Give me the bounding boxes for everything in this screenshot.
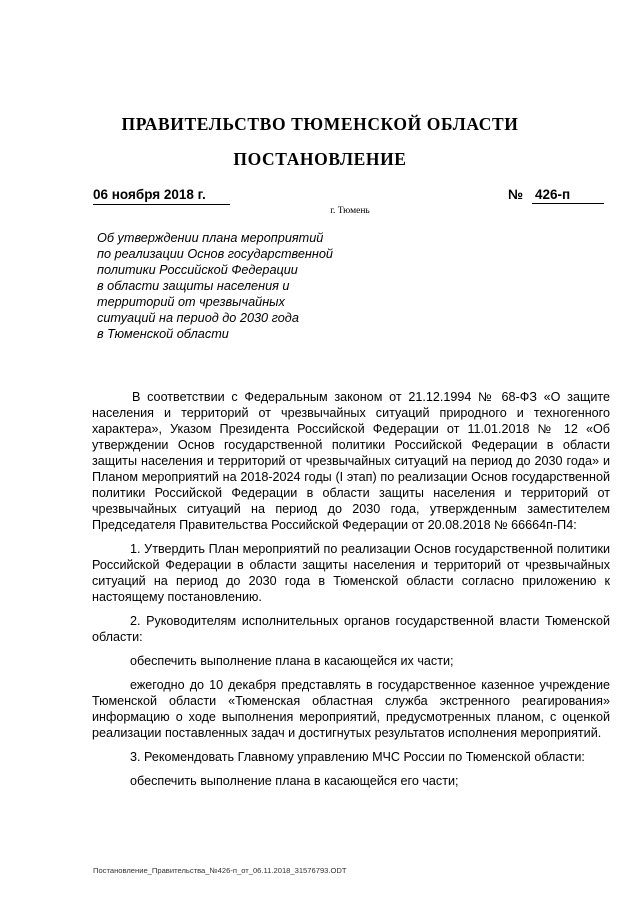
document-body (92, 389, 610, 797)
body-paragraph: 2. Руководителям исполнительных органов государственной власти Тюменской области: (92, 614, 610, 644)
document-date: 06 ноября 2018 г. (93, 187, 230, 205)
subject-line: ситуаций на период до 2030 года (97, 311, 299, 325)
document-type: ПОСТАНОВЛЕНИЕ (233, 149, 407, 169)
subject-line: политики Российской Федерации (97, 263, 298, 277)
preamble-paragraph: В соответствии с Федеральным законом от 21.12.1994 № 68-ФЗ «О защите населения и территорий от чрезвычайных ситуаций природного и техногенного характера», Указом Президента Российской Федерации от 11.01.2018 № 12 «Об утверждении Основ государственной политики Российской Федерации в области защиты населения и территорий от чрезвычайных ситуаций на период до 2030 года» и Планом мероприятий на 2018-2024 годы (I этап) по реализации Основ государственной политики Российской Федерации в области защиты населения и территорий от чрезвычайных ситуаций на период до 2030 года, утвержденным заместителем Председателя Правительства Российской Федерации от 20.08.2018 № 66664п-П4: (92, 390, 610, 532)
subject-line: в Тюменской области (97, 327, 229, 341)
footer-filename: Постановление_Правительства_№426-п_от_06.11.2018_31576793.ODT (93, 866, 347, 875)
government-title: ПРАВИТЕЛЬСТВО ТЮМЕНСКОЙ ОБЛАСТИ (121, 114, 519, 134)
subject-line: Об утверждении плана мероприятий (97, 231, 324, 245)
body-paragraph: 1. Утвердить План мероприятий по реализации Основ государственной политики Российской Федерации в области защиты населения и территорий от чрезвычайных ситуаций на период до 2030 года в Тюменской области согласно приложению к настоящему постановлению. (92, 542, 610, 604)
number-sign: № (508, 187, 524, 202)
body-paragraph: обеспечить выполнение плана в касающейся его части; (130, 774, 459, 788)
subject-line: в области защиты населения и (97, 279, 290, 293)
body-paragraph: ежегодно до 10 декабря представлять в государственное казенное учреждение Тюменской области «Тюменская областная служба экстренного реагирования» информацию о ходе выполнения мероприятий, предусмотренных планом, с оценкой реализации поставленных задач и достигнутых результатов исполнения мероприятий. (92, 678, 610, 740)
body-paragraph: обеспечить выполнение плана в касающейся их части; (130, 654, 454, 668)
city-label: г. Тюмень (330, 206, 370, 216)
document-subject (97, 230, 397, 342)
subject-line: территорий от чрезвычайных (97, 295, 285, 309)
document-number: 426-п (532, 187, 604, 204)
body-paragraph: 3. Рекомендовать Главному управлению МЧС России по Тюменской области: (130, 750, 585, 764)
subject-line: по реализации Основ государственной (97, 247, 333, 261)
